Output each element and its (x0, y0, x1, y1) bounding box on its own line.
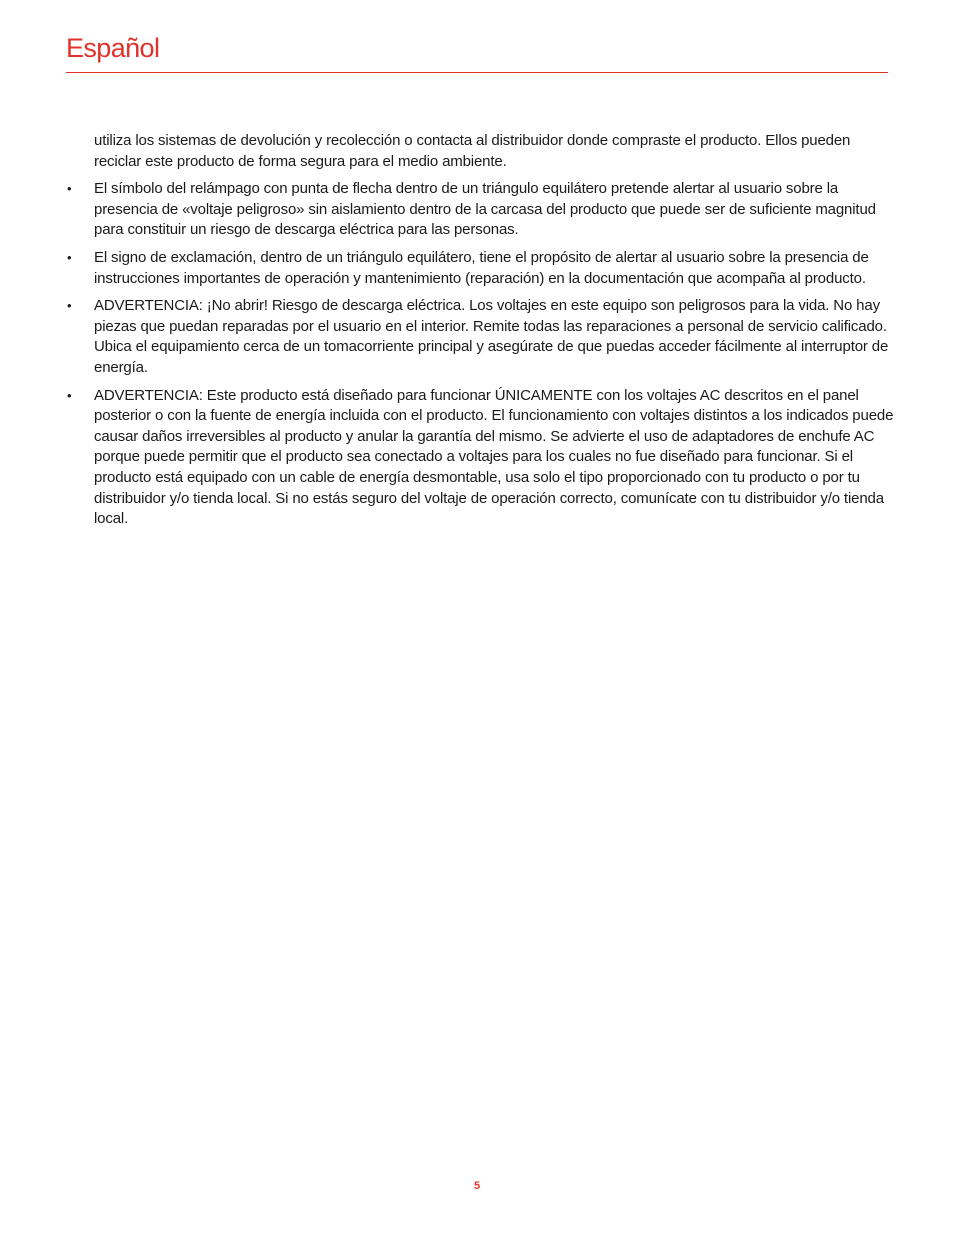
bullet-icon: • (67, 387, 72, 403)
list-item-text: ADVERTENCIA: ¡No abrir! Riesgo de descarga eléctrica. Los voltajes en este equipo son peligrosos para la vida. No hay piezas que puedan reparadas por el usuario en el interior. Remite todas las reparaciones a personal de servicio calificado. Ubica el equipamiento cerca de un tomacorriente principal y asegúrate de que puedas acceder fácilmente al interruptor de energía. (94, 297, 889, 376)
continuation-paragraph: utiliza los sistemas de devolución y recolección o contacta al distribuidor donde compraste el producto. Ellos pueden reciclar este producto de forma segura para el medio ambiente. (94, 132, 851, 170)
page-title: Español (66, 33, 160, 63)
page-number: 5 (473, 1180, 481, 1192)
page-header (66, 30, 888, 66)
list-item (66, 179, 896, 241)
list-item-text: ADVERTENCIA: Este producto está diseñado para funcionar ÚNICAMENTE con los voltajes AC descritos en el panel posterior o con la fuente de energía incluida con el producto. El funcionamiento con voltajes distintos a los indicados puede causar daños irreversibles al producto y anular la garantía del mismo. Se advierte el uso de adaptadores de enchufe AC porque puede permitir que el producto sea conectado a voltajes para los cuales no fue diseñado para funcionar. Si el producto está equipado con un cable de energía desmontable, usa solo el tipo proporcionado con tu producto o por tu distribuidor y/o tienda local. Si no estás seguro del voltaje de operación correcto, comunícate con tu distribuidor y/o tienda local. (94, 386, 894, 528)
list-item (66, 386, 896, 530)
header-divider (66, 72, 888, 73)
bullet-icon: • (67, 181, 72, 197)
bullet-icon: • (67, 298, 72, 314)
document-body (66, 131, 896, 537)
list-item (66, 296, 896, 378)
list-item (66, 248, 896, 289)
list-item-text: El signo de exclamación, dentro de un triángulo equilátero, tiene el propósito de alertar al usuario sobre la presencia de instrucciones importantes de operación y mantenimiento (reparación) en la documentación que acompaña al producto. (94, 248, 869, 287)
list-item-text: El símbolo del relámpago con punta de flecha dentro de un triángulo equilátero pretende alertar al usuario sobre la presencia de «voltaje peligroso» sin aislamiento dentro de la carcasa del producto que puede ser de suficiente magnitud para constituir un riesgo de descarga eléctrica para las personas. (94, 180, 876, 239)
bullet-icon: • (67, 249, 72, 265)
safety-bullet-list (66, 179, 896, 530)
